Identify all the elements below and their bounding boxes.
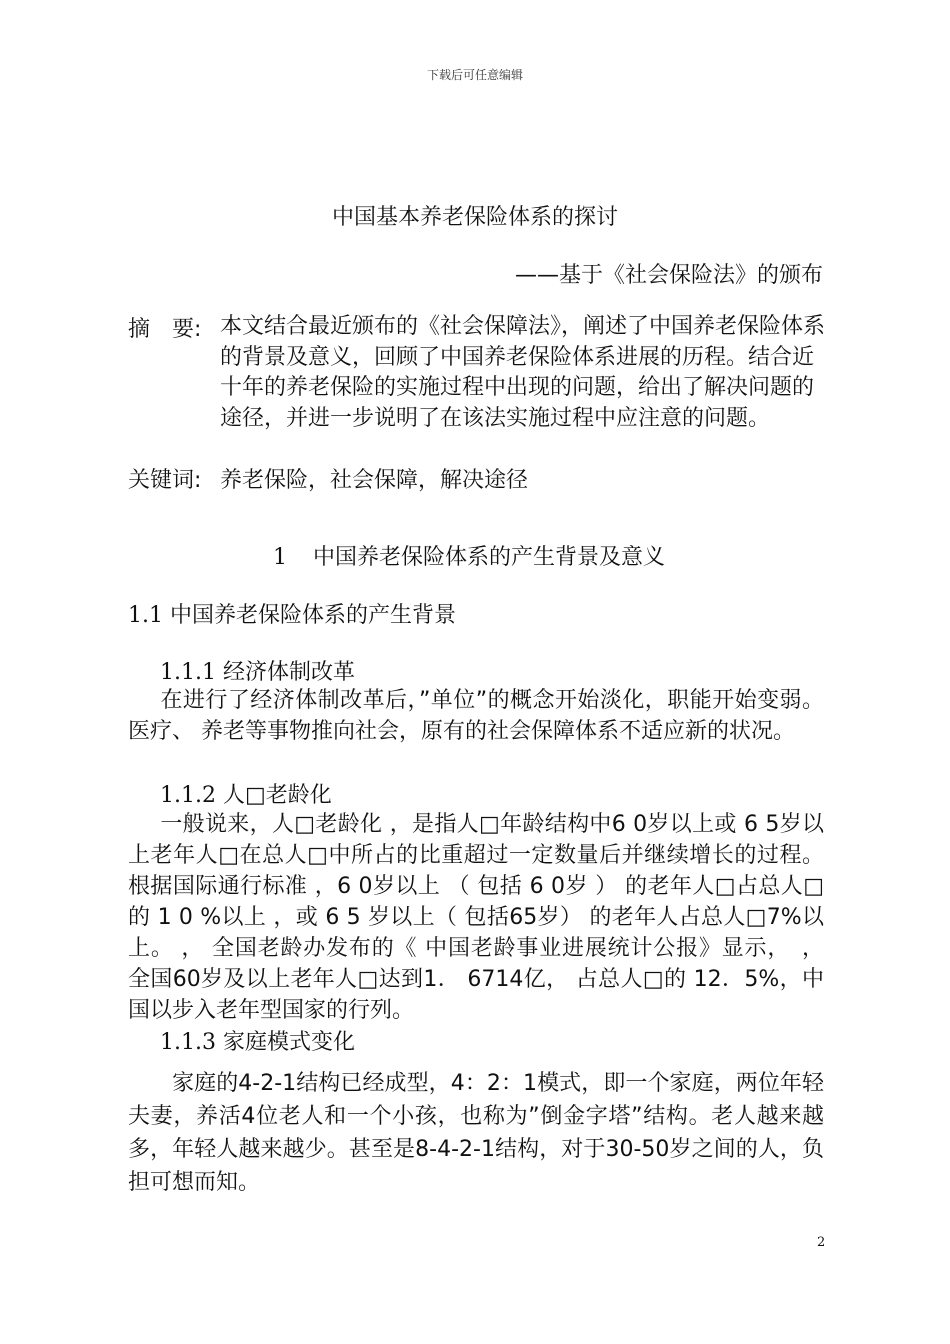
section-1-1-1-heading xyxy=(160,655,355,686)
keywords-label: 关键词: xyxy=(128,468,202,493)
abstract-text: 本文结合最近颁布的《社会保障法》，阐述了中国养老保险体系的背景及意义，回顾了中国养老保险体系进展的历程。结合近十年的养老保险的实施过程中出现的问题，给出了解决问题的途径，并进一步说明了在该法实施过程中应注意的问题。 xyxy=(220,314,826,431)
document-title: 中国基本养老保险体系的探讨 xyxy=(331,205,618,230)
section-1-1-3-title: 家庭模式变化 xyxy=(222,1030,355,1055)
section-1-1-1-body: 在进行了经济体制改革后，”单位”的概念开始淡化，职能开始变弱。医疗、 养老等事物推向社会，原有的社会保障体系不适应新的状况。 xyxy=(128,688,824,744)
section-1-1-2-number: 1.1.2 xyxy=(160,783,216,808)
abstract-label: 摘 要: xyxy=(128,317,202,342)
document-subtitle: ——基于《社会保险法》的颁布 xyxy=(514,263,823,288)
section-1-1-1-number: 1.1.1 xyxy=(160,660,216,685)
section-1-1-heading xyxy=(128,598,456,629)
section-1-1-2-paragraph xyxy=(128,809,824,1026)
section-1-title: 中国养老保险体系的产生背景及意义 xyxy=(313,545,666,570)
section-1-heading xyxy=(273,540,665,571)
section-1-1-2-body: 一般说来，人□老龄化 ，是指人□年龄结构中6 0岁以上或 6 5岁以上老年人□在总人□中所占的比重超过一定数量后并继续增长的过程。根据国际通行标准 ，6 0岁以上 （ 包括 6 0岁 ） 的老年人□占总人□的 1 0 %以上 ，或 6 5 岁以上（ 包括65岁） 的老年人占总人□7%以上。 ， 全国老龄办发布的《 中国老龄事业进展统计公报》显示， ， 全国60岁及以上老年人□达到1． 6714亿， 占总人□的 12．5%，中国以步入老年型国家的行列。 xyxy=(128,812,824,1023)
section-1-1-2-title: 人□老龄化 xyxy=(222,783,332,808)
section-1-1-3-paragraph xyxy=(128,1067,824,1199)
section-1-number: 1 xyxy=(273,545,287,570)
section-1-1-1-paragraph xyxy=(128,685,824,747)
section-1-1-1-title: 经济体制改革 xyxy=(222,660,355,685)
header-note: 下载后可任意编辑 xyxy=(426,68,523,82)
section-1-1-number: 1.1 xyxy=(128,603,163,628)
section-1-1-3-body: 家庭的4-2-1结构已经成型，4：2：1模式，即一个家庭，两位年轻夫妻，养活4位老人和一个小孩，也称为”倒金字塔”结构。老人越来越多，年轻人越来越少。甚至是8-4-2-1结构，对于30-50岁之间的人，负担可想而知。 xyxy=(128,1071,824,1195)
section-1-1-title: 中国养老保险体系的产生背景 xyxy=(170,603,457,628)
section-1-1-2-heading xyxy=(160,778,332,809)
keywords-text: 养老保险，社会保障，解决途径 xyxy=(220,468,529,493)
section-1-1-3-heading xyxy=(160,1025,355,1056)
page-number: 2 xyxy=(817,1235,826,1250)
section-1-1-3-number: 1.1.3 xyxy=(160,1030,216,1055)
